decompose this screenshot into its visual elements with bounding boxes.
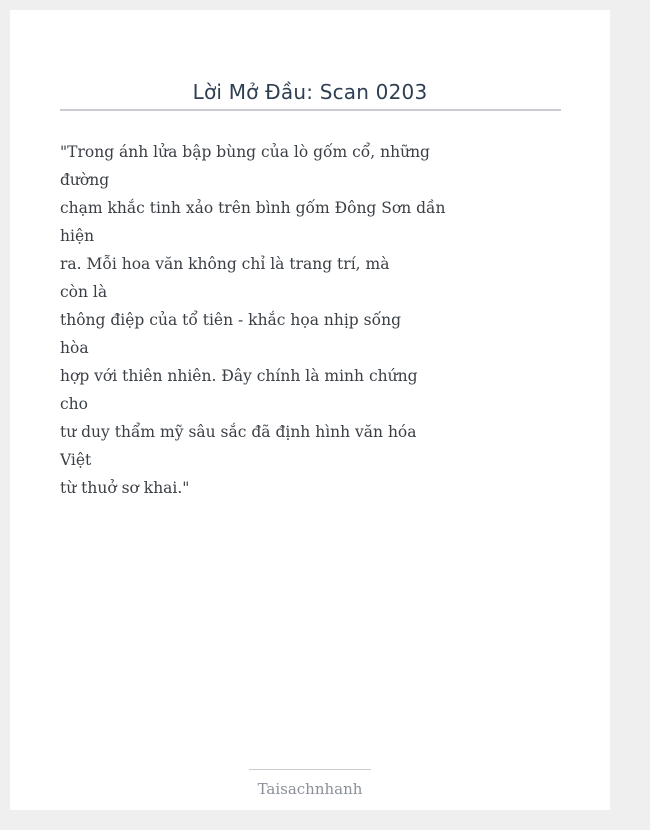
text-line: tư duy thẩm mỹ sâu sắc đã định hình văn hóa xyxy=(60,423,417,441)
text-line: thông điệp của tổ tiên - khắc họa nhịp sống xyxy=(60,311,401,329)
text-line: hiện xyxy=(60,227,95,245)
text-line: từ thuở sơ khai." xyxy=(60,479,190,497)
text-line: ra. Mỗi hoa văn không chỉ là trang trí, mà xyxy=(60,255,390,273)
footer-divider xyxy=(249,769,371,770)
document-page xyxy=(10,10,610,810)
title-divider xyxy=(60,109,561,111)
text-line: cho xyxy=(60,395,88,413)
text-line: còn là xyxy=(60,283,108,301)
page-title: Lời Mở Đầu: Scan 0203 xyxy=(192,80,428,104)
body-paragraph xyxy=(60,138,446,502)
text-line: Việt xyxy=(60,451,92,469)
text-line: "Trong ánh lửa bập bùng của lò gốm cổ, những xyxy=(60,143,430,161)
text-line: hợp với thiên nhiên. Đây chính là minh chứng xyxy=(60,367,418,385)
text-line: hòa xyxy=(60,339,89,357)
text-line: đường xyxy=(60,171,110,189)
text-line: chạm khắc tinh xảo trên bình gốm Đông Sơn dần xyxy=(60,199,446,217)
footer-text: Taisachnhanh xyxy=(257,780,363,798)
